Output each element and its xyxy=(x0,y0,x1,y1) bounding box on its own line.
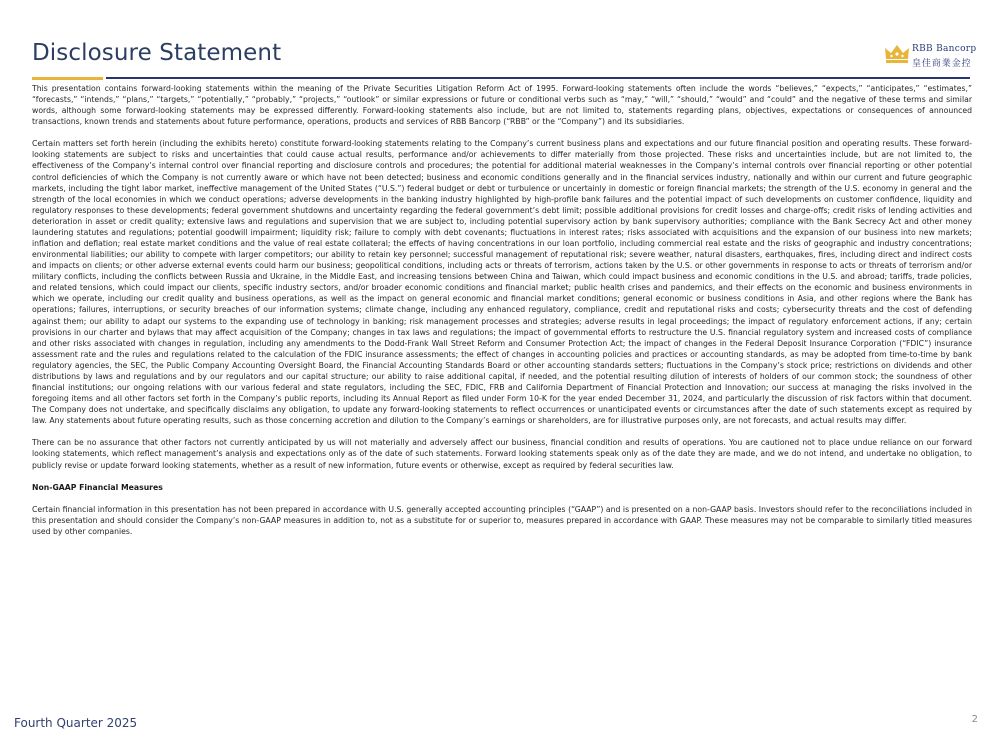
title-underline-gold xyxy=(32,77,103,80)
crown-icon xyxy=(884,44,910,66)
page-title: Disclosure Statement xyxy=(32,40,282,66)
logo-wordmark: RBB Bancorp xyxy=(912,44,977,54)
forward-looking-intro-paragraph: This presentation contains forward-looking statements within the meaning of the Private Securities Litigation Reform Act of 1995. Forward-looking statements often include the words “believes,” “expects,” “anticipates,” “estimates,” “forecasts,” “intends,” “plans,” “targets,” “potentially,” “probably,” “projects,” “outlook” or similar expressions or future or conditional verbs such as “may,” “will,” “should,” “would” and “could” and the negative of these terms and similar words, although some forward-looking statements may be expressed differently. Forward-looking statements also include, but are not limited to, statements regarding plans, objectives, expectations or consequences of announced transactions, known trends and statements about future performance, operations, products and services of RBB Bancorp (“RBB” or the “Company”) and its subsidiaries. xyxy=(32,84,972,127)
title-underline-navy xyxy=(106,77,970,79)
non-gaap-paragraph: Certain financial information in this presentation has not been prepared in accordance with U.S. generally accepted accounting principles (“GAAP”) and is presented on a non-GAAP basis. Investors should refer to the reconciliations included in this presentation and should consider the Company’s non-GAAP measures in addition to, not as a substitute for or superior to, measures prepared in accordance with GAAP. These measures may not be comparable to similarly titled measures used by other companies. xyxy=(32,504,972,536)
risk-factors-paragraph: Certain matters set forth herein (including the exhibits hereto) constitute forward-looking statements relating to the Company’s current business plans and expectations and our future financial position and operating results. These forward-looking statements are subject to risks and uncertainties that could cause actual results, performance and/or achievements to differ materially from those projected. These risks and uncertainties include, but are not limited to, the effectiveness of the Company’s internal control over financial reporting and disclosure controls and procedures; the potential for additional material weaknesses in the Company’s internal controls over financial reporting or other potential control deficiencies of which the Company is not currently aware or which have not been detected; business and economic conditions generally and in the financial services industry, nationally and within our current and future geographic markets, including the tight labor market, ineffective management of the United States (“U.S.”) federal budget or debt or turbulence or uncertainly in domestic or foreign financial markets; the strength of the U.S. economy in general and the strength of the local economies in which we conduct operations; adverse developments in the banking industry highlighted by high-profile bank failures and the potential impact of such developments on customer confidence, liquidity and regulatory responses to these developments; federal government shutdowns and uncertainty regarding the federal government’s debt limit; possible additional provisions for credit losses and charge-offs; credit risks of lending activities and deterioration in asset or credit quality; extensive laws and regulations and supervision that we are subject to, including potential supervisory action by bank supervisory authorities; compliance with the Bank Secrecy Act and other money laundering statutes and regulations; potential goodwill impairment; liquidity risk; failure to comply with debt covenants; fluctuations in interest rates; risks associated with acquisitions and the expansion of our business into new markets; inflation and deflation; real estate market conditions and the value of real estate collateral; the effects of having concentrations in our loan portfolio, including commercial real estate and the risks of geographic and industry concentrations; environmental liabilities; our ability to compete with larger competitors; our ability to retain key personnel; successful management of reputational risk; severe weather, natural disasters, earthquakes, fires, including direct and indirect costs and impacts on clients; or other adverse external events could harm our business; geopolitical conditions, including acts or threats of terrorism, actions taken by the U.S. or other governments in response to acts or threats of terrorism and/or military conflicts, including the conflicts between Russia and Ukraine, in the Middle East, and increasing tensions between China and Taiwan, which could impact business and economic conditions in the U.S. and abroad; tariffs, trade policies, and related tensions, which could impact our clients, specific industry sectors, and/or broader economic conditions and financial market; public health crises and pandemics, and their effects on the economic and business environments in which we operate, including our credit quality and business operations, as well as the impact on general economic and financial market conditions; general economic or business conditions in Asia, and other regions where the Bank has operations; failures, interruptions, or security breaches of our information systems; climate change, including any enhanced regulatory, compliance, credit and reputational risks and costs; cybersecurity threats and the cost of defending against them; our ability to adapt our systems to the expanding use of technology in banking; risk management processes and strategies; adverse results in legal proceedings; the impact of regulatory enforcement actions, if any; certain provisions in our charter and bylaws that may affect acquisition of the Company; changes in tax laws and regulations; the impact of governmental efforts to restructure the U.S. financial regulatory system and increased costs of compliance and other risks associated with changes in regulation, including any amendments to the Dodd-Frank Wall Street Reform and Consumer Protection Act; the impact of changes in the Federal Deposit Insurance Corporation (“FDIC”) insurance assessment rate and the rules and regulations related to the calculation of the FDIC insurance assessments; the effect of changes in accounting policies and practices or accounting standards, as may be adopted from time-to-time by bank regulatory agencies, the SEC, the Public Company Accounting Oversight Board, the Financial Accounting Standards Board or other accounting standards setters; fluctuations in the Company’s stock price; restrictions on dividends and other distributions by laws and regulations and by our regulators and our capital structure; our ability to raise additional capital, if needed, and the potential resulting dilution of interests of holders of our common stock; the soundness of other financial institutions; our ongoing relations with our various federal and state regulators, including the SEC, FDIC, FRB and California Department of Financial Protection and Innovation; our success at managing the risks involved in the foregoing items and all other factors set forth in the Company’s public reports, including its Annual Report as filed under Form 10-K for the year ended December 31, 2024, and particularly the discussion of risk factors within that document. The Company does not undertake, and specifically disclaims any obligation, to update any forward-looking statements to reflect occurrences or unanticipated events or circumstances after the date of such statements except as required by law. Any statements about future operating results, such as those concerning accretion and dilution to the Company’s earnings or shareholders, are for illustrative purposes only, are not forecasts, and actual results may differ. xyxy=(32,139,972,426)
non-gaap-heading: Non-GAAP Financial Measures xyxy=(32,482,163,492)
no-assurance-paragraph: There can be no assurance that other factors not currently anticipated by us will not materially and adversely affect our business, financial condition and results of operations. You are cautioned not to place undue reliance on our forward looking statements, which reflect management’s analysis and expectations only as of the date of such statements. Forward looking statements speak only as of the date they are made, and we do not intend, and undertake no obligation, to publicly revise or update forward looking statements, whether as a result of new information, future events or otherwise, except as required by federal securities law. xyxy=(32,438,972,470)
logo-chinese-name: 皇佳商業金控 xyxy=(912,59,972,69)
page-number: 2 xyxy=(971,714,978,725)
disclosure-body xyxy=(32,83,972,548)
company-logo xyxy=(884,44,984,70)
footer-period: Fourth Quarter 2025 xyxy=(14,716,138,730)
